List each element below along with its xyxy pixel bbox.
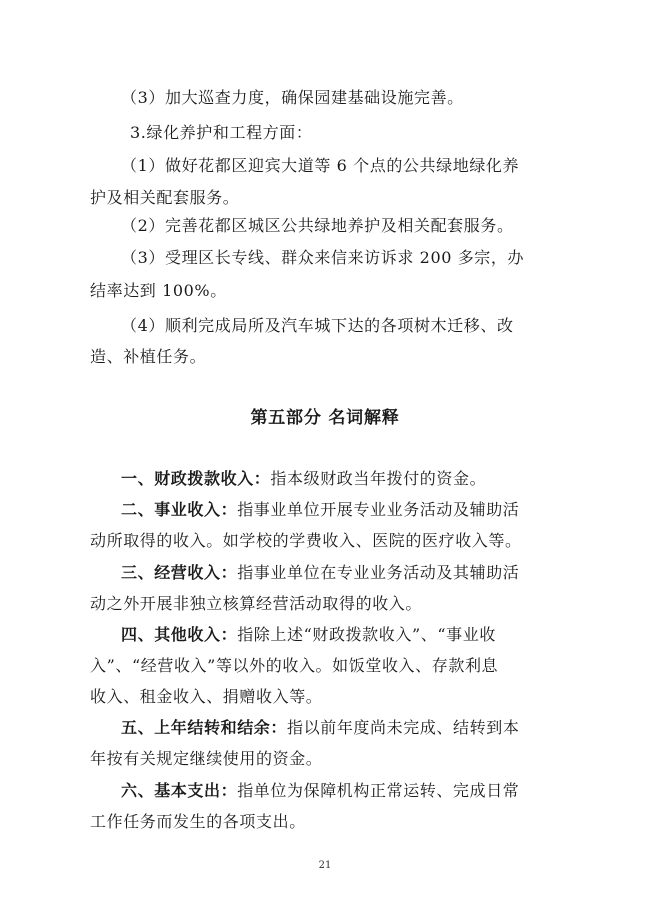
definition-2-line2: 动所取得的收入。如学校的学费收入、医院的医疗收入等。 [90,531,522,550]
definition-3-line2: 动之外开展非独立核算经营活动取得的收入。 [90,594,423,613]
definition-1 [121,469,591,489]
definition-6-line1 [121,781,591,801]
item-greening-2: （2）完善花都区城区公共绿地养护及相关配套服务。 [121,216,514,235]
page-number: 21 [318,860,332,871]
definition-3-term: 三、经营收入： [121,563,238,582]
definition-6-line2: 工作任务而发生的各项支出。 [90,812,306,831]
definition-2-term: 二、事业收入： [121,500,238,519]
definition-2-line1 [121,500,591,520]
definition-3-text: 指事业单位在专业业务活动及其辅助活 [237,563,520,582]
item-greening-4-line2: 造、补植任务。 [90,347,207,366]
item-park-inspection: （3）加大巡查力度，确保园建基础设施完善。 [121,88,464,107]
subheading-greening: 3.绿化养护和工程方面： [130,123,313,142]
definition-4-text: 指除上述“财政拨款收入”、“事业收 [237,625,496,644]
definition-5-text: 指以前年度尚未完成、结转到本 [287,718,520,737]
item-greening-1-line1: （1）做好花都区迎宾大道等 6 个点的公共绿地绿化养 [121,156,520,175]
definition-6-term: 六、基本支出： [121,781,238,800]
definition-5-line2: 年按有关规定继续使用的资金。 [90,749,323,768]
definition-5-line1 [121,718,591,738]
item-greening-1-line2: 护及相关配套服务。 [90,188,240,207]
definition-6-text: 指单位为保障机构正常运转、完成日常 [237,781,520,800]
definition-4-line3: 收入、租金收入、捐赠收入等。 [90,687,323,706]
item-greening-4-line1: （4）顺利完成局所及汽车城下达的各项树木迁移、改 [121,316,514,335]
item-greening-3-line2: 结率达到 100%。 [90,281,227,300]
definition-4-term: 四、其他收入： [121,625,238,644]
section-title: 第五部分 名词解释 [250,408,400,428]
definition-4-line2: 入”、“经营收入”等以外的收入。如饭堂收入、存款利息 [90,656,499,675]
definition-3-line1 [121,563,591,583]
definition-1-text: 指本级财政当年拨付的资金。 [270,469,487,488]
definition-5-term: 五、上年结转和结余： [121,718,288,737]
definition-1-term: 一、财政拨款收入： [121,469,271,488]
definition-4-line1 [121,625,591,645]
definition-2-text: 指事业单位开展专业业务活动及辅助活 [237,500,520,519]
item-greening-3-line1: （3）受理区长专线、群众来信来访诉求 200 多宗，办 [121,248,525,267]
